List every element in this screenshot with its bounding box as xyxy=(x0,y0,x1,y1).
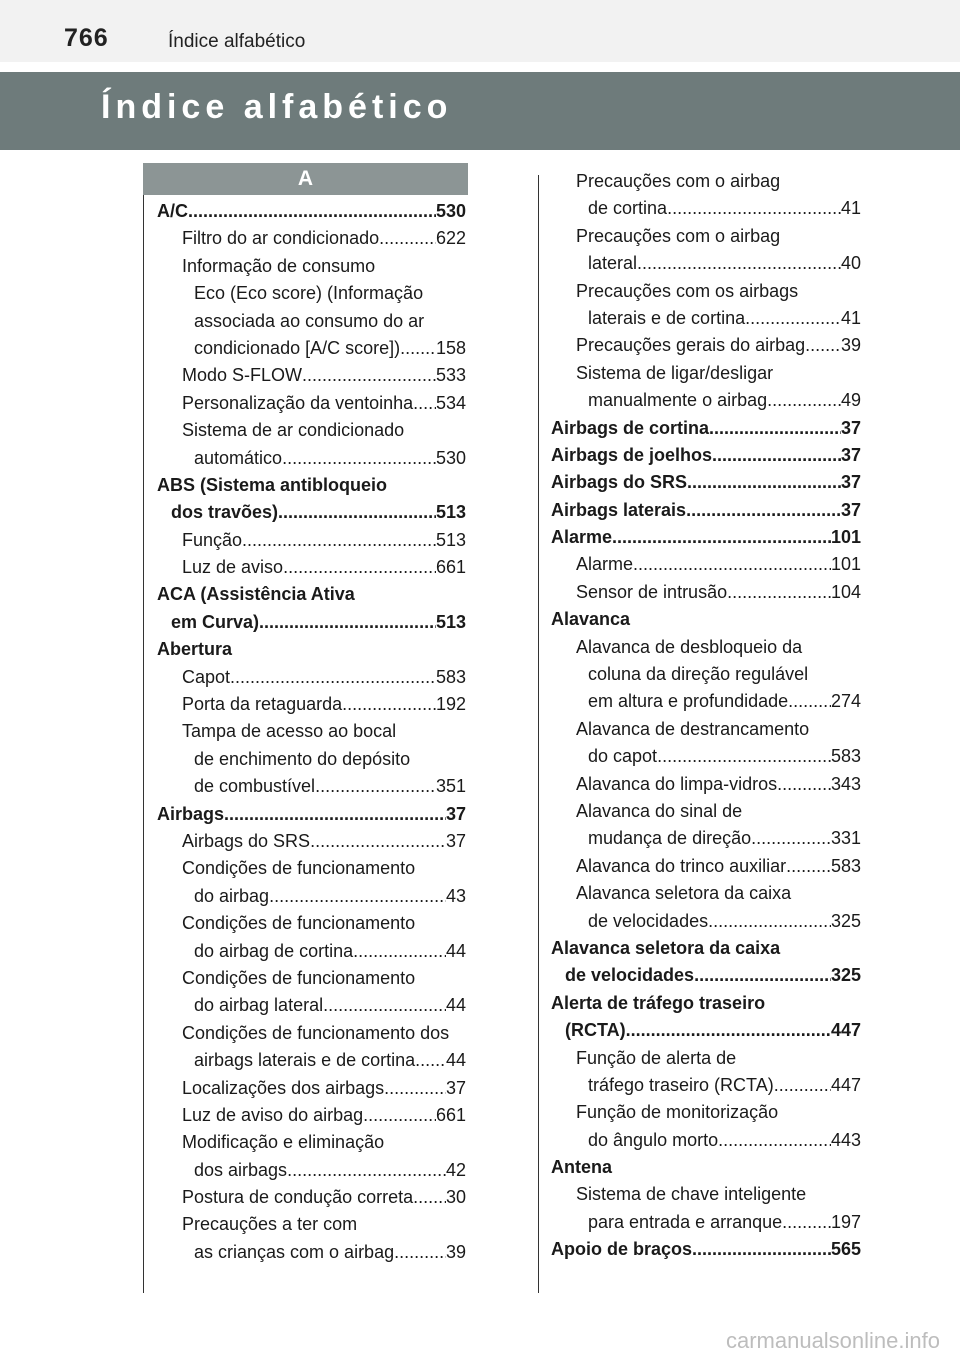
entry-text: Antena xyxy=(551,1157,613,1178)
index-entry xyxy=(157,472,466,499)
entry-text: Airbags do SRS xyxy=(182,830,311,851)
index-entry xyxy=(551,1209,861,1236)
index-entry xyxy=(551,716,861,743)
dot-leader xyxy=(708,908,831,935)
dot-leader xyxy=(612,524,831,551)
index-entry xyxy=(157,992,466,1019)
dot-leader xyxy=(269,883,446,910)
page-ref: 42 xyxy=(445,1159,466,1180)
index-entry xyxy=(157,335,466,362)
entry-text: Função de alerta de xyxy=(576,1047,737,1068)
entry-text: Alavanca de destrancamento xyxy=(576,718,810,739)
index-entry xyxy=(551,168,861,195)
index-entry xyxy=(551,634,861,661)
index-entry xyxy=(157,1239,466,1266)
index-entry xyxy=(157,746,466,773)
index-entry xyxy=(157,801,466,828)
entry-text: ABS (Sistema antibloqueio xyxy=(157,474,388,495)
index-entry xyxy=(157,445,466,472)
section-title: Índice alfabético xyxy=(101,88,453,126)
index-entry xyxy=(551,442,861,469)
page-ref: 583 xyxy=(830,855,861,876)
dot-leader xyxy=(230,664,436,691)
dot-leader xyxy=(712,442,841,469)
page-ref: 325 xyxy=(830,910,861,931)
entry-text: Filtro do ar condicionado xyxy=(182,228,380,249)
page-ref: 274 xyxy=(830,691,861,712)
index-entry xyxy=(551,360,861,387)
index-entry xyxy=(551,1236,861,1263)
entry-text: Sistema de chave inteligente xyxy=(576,1184,807,1205)
index-entry xyxy=(551,1181,861,1208)
index-entry xyxy=(157,527,466,554)
dot-leader xyxy=(692,1236,831,1263)
entry-text: Alavanca xyxy=(551,609,631,630)
index-column-left xyxy=(157,198,466,1266)
index-entry xyxy=(551,990,861,1017)
index-entry xyxy=(157,499,466,526)
index-column-right xyxy=(551,168,861,1264)
index-entry xyxy=(157,390,466,417)
entry-text: de combustível xyxy=(194,776,316,797)
page-ref: 530 xyxy=(435,447,466,468)
entry-text: Alarme xyxy=(551,527,613,548)
entry-text: Alavanca do sinal de xyxy=(576,800,743,821)
dot-leader xyxy=(278,499,436,526)
dot-leader xyxy=(188,198,436,225)
dot-leader xyxy=(394,1239,446,1266)
entry-text: Condições de funcionamento dos xyxy=(182,1022,450,1043)
page-ref: 41 xyxy=(840,198,861,219)
page-ref: 534 xyxy=(435,392,466,413)
page-ref: 513 xyxy=(435,611,466,632)
dot-leader xyxy=(777,771,831,798)
index-entry xyxy=(157,1102,466,1129)
header-band xyxy=(0,0,960,62)
page-ref: 39 xyxy=(840,335,861,356)
column-divider-left xyxy=(143,195,144,1293)
entry-text: Eco (Eco score) (Informação xyxy=(194,283,424,304)
dot-leader xyxy=(413,390,436,417)
entry-text: Luz de aviso xyxy=(182,557,284,578)
index-entry xyxy=(551,579,861,606)
page-ref: 197 xyxy=(830,1211,861,1232)
entry-text: A/C xyxy=(157,201,188,221)
entry-text: Função xyxy=(182,529,243,550)
page-ref: 37 xyxy=(840,417,861,438)
entry-text: coluna da direção regulável xyxy=(588,664,809,685)
index-entry xyxy=(551,278,861,305)
index-entry xyxy=(157,225,466,252)
entry-text: do ângulo morto xyxy=(588,1129,719,1150)
index-entry xyxy=(551,688,861,715)
page-ref: 37 xyxy=(840,472,861,493)
entry-text: tráfego traseiro (RCTA) xyxy=(588,1074,774,1095)
page-ref: 325 xyxy=(830,965,861,986)
dot-leader xyxy=(667,195,841,222)
page-ref: 44 xyxy=(445,995,466,1016)
dot-leader xyxy=(767,387,841,414)
page-ref: 158 xyxy=(435,337,466,358)
index-entry xyxy=(551,332,861,359)
entry-text: manualmente o airbag xyxy=(588,390,768,411)
page-ref: 565 xyxy=(830,1239,861,1260)
entry-text: Sistema de ar condicionado xyxy=(182,420,405,441)
entry-text: Precauções gerais do airbag xyxy=(576,335,806,356)
index-entry xyxy=(551,551,861,578)
entry-text: Localizações dos airbags xyxy=(182,1077,385,1098)
dot-leader xyxy=(687,469,841,496)
entry-text: dos airbags xyxy=(194,1159,288,1180)
dot-leader xyxy=(751,825,831,852)
index-entry xyxy=(157,883,466,910)
entry-text: Alavanca seletora da caixa xyxy=(551,937,781,958)
dot-leader xyxy=(242,527,436,554)
index-entry xyxy=(551,305,861,332)
index-entry xyxy=(551,880,861,907)
index-entry xyxy=(157,1020,466,1047)
page-ref: 37 xyxy=(840,499,861,520)
dot-leader xyxy=(694,962,831,989)
page-ref: 530 xyxy=(435,201,466,221)
index-entry xyxy=(551,195,861,222)
entry-text: Modo S-FLOW xyxy=(182,365,303,386)
entry-text: laterais e de cortina xyxy=(588,307,746,328)
dot-leader xyxy=(786,853,831,880)
entry-text: Modificação e eliminação xyxy=(182,1132,385,1153)
page-ref: 44 xyxy=(445,1050,466,1071)
page-ref: 101 xyxy=(830,554,861,575)
dot-leader xyxy=(224,801,446,828)
entry-text: Precauções com o airbag xyxy=(576,171,781,191)
dot-leader xyxy=(342,691,436,718)
index-entry xyxy=(157,1075,466,1102)
index-entry xyxy=(551,497,861,524)
entry-text: mudança de direção xyxy=(588,828,752,849)
entry-text: Airbags xyxy=(157,803,225,824)
entry-text: condicionado [A/C score]) xyxy=(194,337,401,358)
index-entry xyxy=(157,554,466,581)
page-ref: 44 xyxy=(445,940,466,961)
running-head: Índice alfabético xyxy=(168,31,306,52)
dot-leader xyxy=(657,743,831,770)
page-ref: 583 xyxy=(830,746,861,767)
dot-leader xyxy=(782,1209,831,1236)
dot-leader xyxy=(363,1102,436,1129)
entry-text: Abertura xyxy=(157,639,233,660)
page-ref: 37 xyxy=(445,1077,466,1098)
entry-text: airbags laterais e de cortina xyxy=(194,1050,416,1071)
page-ref: 104 xyxy=(830,581,861,602)
index-entry xyxy=(551,771,861,798)
page-ref: 192 xyxy=(435,694,466,715)
dot-leader xyxy=(727,579,831,606)
entry-text: Sensor de intrusão xyxy=(576,581,728,602)
page-ref: 30 xyxy=(445,1187,466,1208)
dot-leader xyxy=(384,1075,446,1102)
index-entry xyxy=(551,853,861,880)
index-entry xyxy=(157,910,466,937)
dot-leader xyxy=(400,335,436,362)
entry-text: para entrada e arranque xyxy=(588,1211,783,1232)
index-entry xyxy=(157,280,466,307)
dot-leader xyxy=(413,1184,446,1211)
dot-leader xyxy=(379,225,436,252)
entry-text: de velocidades xyxy=(565,965,695,986)
index-entry xyxy=(157,773,466,800)
entry-text: Condições de funcionamento xyxy=(182,913,416,934)
page-ref: 343 xyxy=(830,773,861,794)
index-entry xyxy=(157,1047,466,1074)
page-ref: 41 xyxy=(840,307,861,328)
index-entry xyxy=(157,1211,466,1238)
page-number: 766 xyxy=(64,24,109,52)
entry-text: lateral xyxy=(588,253,638,274)
entry-text: Luz de aviso do airbag xyxy=(182,1104,364,1125)
index-entry xyxy=(551,1045,861,1072)
entry-text: Função de monitorização xyxy=(576,1102,779,1123)
dot-leader xyxy=(282,445,436,472)
dot-leader xyxy=(637,250,841,277)
entry-text: Airbags do SRS xyxy=(551,472,688,493)
entry-text: Airbags de joelhos xyxy=(551,444,713,465)
watermark: carmanualsonline.info xyxy=(725,1328,940,1353)
entry-text: do capot xyxy=(588,746,658,767)
index-entry xyxy=(157,938,466,965)
index-entry xyxy=(551,798,861,825)
entry-text: Alavanca do trinco auxiliar xyxy=(576,855,787,876)
index-entry xyxy=(551,524,861,551)
dot-leader xyxy=(788,688,831,715)
dot-leader xyxy=(805,332,841,359)
page-ref: 351 xyxy=(435,776,466,797)
index-entry xyxy=(157,417,466,444)
index-entry xyxy=(157,198,466,225)
dot-leader xyxy=(415,1047,446,1074)
entry-text: Informação de consumo xyxy=(182,255,376,276)
dot-leader xyxy=(626,1017,831,1044)
index-entry xyxy=(157,691,466,718)
page-ref: 39 xyxy=(445,1241,466,1262)
entry-text: Condições de funcionamento xyxy=(182,858,416,879)
dot-leader xyxy=(774,1072,831,1099)
entry-text: Alavanca do limpa-vidros xyxy=(576,773,778,794)
entry-text: Condições de funcionamento xyxy=(182,967,416,988)
index-entry xyxy=(551,935,861,962)
index-entry xyxy=(157,855,466,882)
index-entry xyxy=(551,743,861,770)
entry-text: Alarme xyxy=(576,554,634,575)
entry-text: ACA (Assistência Ativa xyxy=(157,584,355,605)
index-entry xyxy=(551,415,861,442)
page-ref: 43 xyxy=(445,885,466,906)
index-entry xyxy=(551,908,861,935)
page-ref: 443 xyxy=(830,1129,861,1150)
page-ref: 40 xyxy=(840,253,861,274)
index-entry xyxy=(551,1072,861,1099)
dot-leader xyxy=(283,554,436,581)
index-entry xyxy=(551,606,861,633)
entry-text: as crianças com o airbag xyxy=(194,1241,395,1262)
index-entry xyxy=(551,387,861,414)
index-entry xyxy=(157,609,466,636)
entry-text: (RCTA) xyxy=(565,1020,626,1041)
entry-text: Airbags de cortina xyxy=(551,417,710,438)
entry-text: Sistema de ligar/desligar xyxy=(576,362,774,383)
dot-leader xyxy=(302,362,436,389)
entry-text: associada ao consumo do ar xyxy=(194,310,425,331)
index-entry xyxy=(551,825,861,852)
entry-text: Alerta de tráfego traseiro xyxy=(551,992,766,1013)
index-entry xyxy=(551,1099,861,1126)
index-letter-heading: A xyxy=(143,163,468,195)
index-entry xyxy=(157,664,466,691)
index-entry xyxy=(157,718,466,745)
dot-leader xyxy=(633,551,831,578)
page-ref: 447 xyxy=(830,1074,861,1095)
index-entry xyxy=(551,661,861,688)
page-ref: 37 xyxy=(445,830,466,851)
entry-text: em altura e profundidade xyxy=(588,691,789,712)
page-ref: 533 xyxy=(435,365,466,386)
entry-text: do airbag xyxy=(194,885,270,906)
index-entry xyxy=(157,636,466,663)
index-entry xyxy=(157,581,466,608)
entry-text: Porta da retaguarda xyxy=(182,694,343,715)
page-ref: 513 xyxy=(435,529,466,550)
index-entry xyxy=(551,250,861,277)
entry-text: do airbag de cortina xyxy=(194,940,354,961)
page-ref: 447 xyxy=(830,1020,861,1041)
page-ref: 513 xyxy=(435,502,466,523)
dot-leader xyxy=(287,1157,446,1184)
entry-text: Airbags laterais xyxy=(551,499,687,520)
entry-text: Postura de condução correta xyxy=(182,1187,414,1208)
entry-text: Precauções com o airbag xyxy=(576,225,781,246)
dot-leader xyxy=(323,992,446,1019)
index-entry xyxy=(157,362,466,389)
entry-text: Capot xyxy=(182,666,231,687)
dot-leader xyxy=(315,773,436,800)
index-entry xyxy=(157,1157,466,1184)
entry-text: de cortina xyxy=(588,198,668,219)
entry-text: de enchimento do depósito xyxy=(194,748,411,769)
page-ref: 622 xyxy=(435,228,466,249)
column-divider-right xyxy=(538,175,539,1293)
page-ref: 583 xyxy=(435,666,466,687)
entry-text: Apoio de braços xyxy=(551,1239,693,1260)
index-entry xyxy=(157,965,466,992)
dot-leader xyxy=(686,497,841,524)
page-ref: 49 xyxy=(840,390,861,411)
dot-leader xyxy=(259,609,436,636)
entry-text: Alavanca de desbloqueio da xyxy=(576,636,803,657)
entry-text: em Curva) xyxy=(171,611,260,632)
page-ref: 661 xyxy=(435,557,466,578)
entry-text: Precauções a ter com xyxy=(182,1214,358,1235)
entry-text: de velocidades xyxy=(588,910,709,931)
page-ref: 101 xyxy=(830,527,861,548)
page-ref: 37 xyxy=(840,444,861,465)
entry-text: Personalização da ventoinha xyxy=(182,392,414,413)
entry-text: Precauções com os airbags xyxy=(576,280,799,301)
dot-leader xyxy=(353,938,446,965)
entry-text: Tampa de acesso ao bocal xyxy=(182,721,397,742)
index-entry xyxy=(157,828,466,855)
dot-leader xyxy=(310,828,446,855)
dot-leader xyxy=(745,305,841,332)
index-entry xyxy=(157,308,466,335)
dot-leader xyxy=(718,1127,831,1154)
index-entry xyxy=(551,223,861,250)
index-entry xyxy=(551,962,861,989)
index-entry xyxy=(551,1154,861,1181)
index-entry xyxy=(157,1129,466,1156)
index-entry xyxy=(551,469,861,496)
page-ref: 661 xyxy=(435,1104,466,1125)
index-entry xyxy=(157,253,466,280)
page-ref: 37 xyxy=(445,803,466,824)
entry-text: do airbag lateral xyxy=(194,995,324,1016)
page-ref: 331 xyxy=(830,828,861,849)
index-entry xyxy=(551,1127,861,1154)
index-entry xyxy=(157,1184,466,1211)
dot-leader xyxy=(709,415,841,442)
entry-text: automático xyxy=(194,447,283,468)
index-entry xyxy=(551,1017,861,1044)
entry-text: Alavanca seletora da caixa xyxy=(576,883,792,904)
entry-text: dos travões) xyxy=(171,502,279,523)
